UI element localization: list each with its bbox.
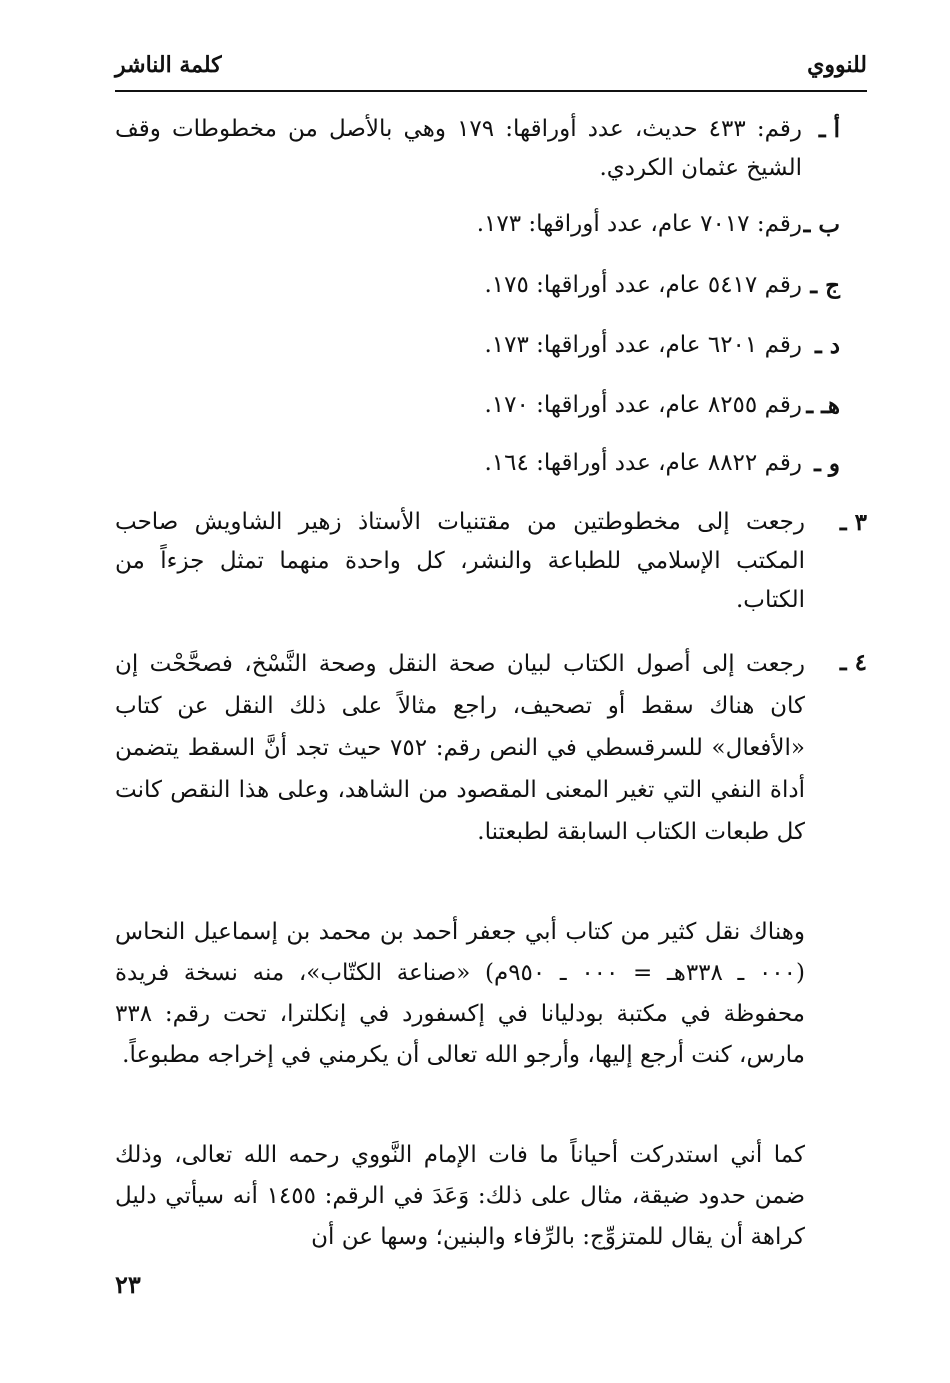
item-w-text: رقم ٨٨٢٢ عام، عدد أوراقها: ١٦٤.	[484, 450, 802, 476]
item-d-text: رقم ٦٢٠١ عام، عدد أوراقها: ١٧٣.	[484, 332, 802, 358]
point-4-text: رجعت إلى أصول الكتاب لبيان صحة النقل وصحة النَّسْخ، فصحَّحْت إن كان هناك سقط أو تصحيف، راجع مثالاً على ذلك النقل عن كتاب «الأفعال» للسرقسطي في النص رقم: ٧٥٢ حيث تجد أنَّ السقط يتضمن أداة النفي التي تغير المعنى المقصود من الشاهد، وعلى هذا النقص كانت كل طبعات الكتاب السابقة لطبعتنا.	[115, 651, 806, 845]
item-b-text: رقم: ٧٠١٧ عام، عدد أوراقها: ١٧٣.	[476, 211, 802, 237]
item-b-marker: ب ـ	[803, 211, 840, 238]
item-h-text: رقم ٨٢٥٥ عام، عدد أوراقها: ١٧٠.	[484, 392, 802, 418]
item-c-text: رقم ٥٤١٧ عام، عدد أوراقها: ١٧٥.	[484, 272, 802, 298]
item-a-text: رقم: ٤٣٣ حديث، عدد أوراقها: ١٧٩ وهي بالأصل من مخطوطات وقف الشيخ عثمان الكردي.	[115, 116, 802, 181]
page-number: ٢٣	[115, 1270, 141, 1299]
point-3-marker: ٣ ـ	[839, 509, 867, 536]
paragraph-istidrak: كما أني استدركت أحياناً ما فات الإمام النَّووي رحمه الله تعالى، وذلك ضمن حدود ضيقة، مثال على ذلك: وَعَدَ في الرقم: ١٤٥٥ أنه سيأتي دليل كراهة أن يقال للمتزوِّج: بالرِّفاء والبنين؛ وسها عن أن	[115, 1142, 805, 1250]
item-c-marker: ج ـ	[810, 272, 840, 299]
paragraph-nahhas: وهناك نقل كثير من كتاب أبي جعفر أحمد بن محمد بن إسماعيل النحاس (٠٠٠ ـ ٣٣٨هـ = ٠٠٠ ـ ٩٥٠م) «صناعة الكتّاب»، منه نسخة فريدة محفوظة في مكتبة بودليانا في إكسفورد في إنكلترا، تحت رقم: ٣٣٨ مارس، كنت أرجع إليها، وأرجو الله تعالى أن يكرمني في إخراجه مطبوعاً.	[115, 919, 805, 1068]
header-book-title: للنووي	[807, 52, 867, 78]
header-section-title: كلمة الناشر	[115, 52, 222, 78]
running-header	[115, 52, 867, 92]
item-h-marker: هـ ـ	[806, 392, 840, 419]
item-w-marker: و ـ	[814, 450, 840, 477]
point-3-text: رجعت إلى مخطوطتين من مقتنيات الأستاذ زهير الشاويش صاحب المكتب الإسلامي للطباعة والنشر، كل واحدة منهما تمثل جزءاً من الكتاب.	[115, 509, 805, 613]
item-a-marker: أ ـ	[818, 116, 840, 143]
item-d-marker: د ـ	[815, 332, 840, 359]
point-4-marker: ٤ ـ	[839, 649, 867, 676]
